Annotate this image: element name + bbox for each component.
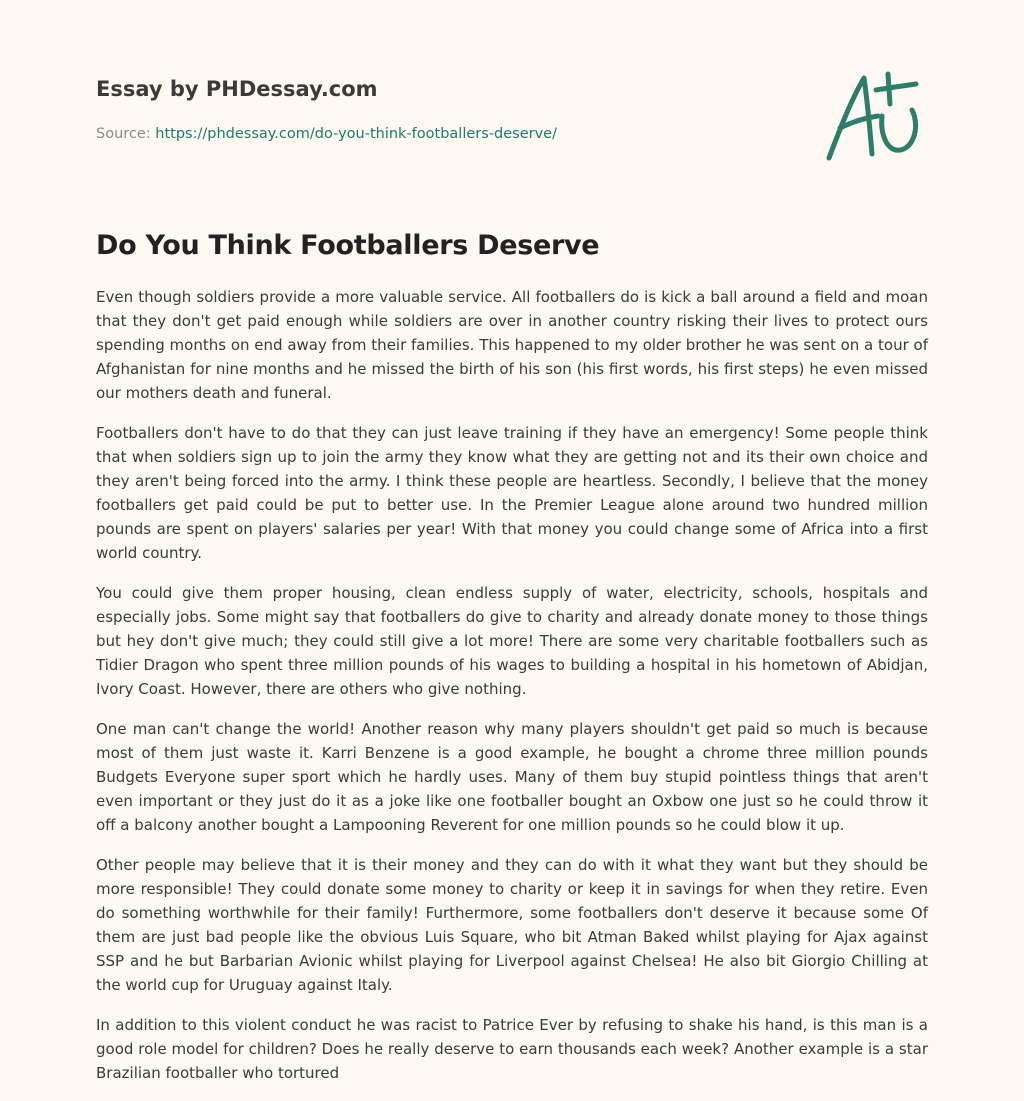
source-label: Source: xyxy=(96,126,156,142)
a-plus-logo-icon xyxy=(820,66,930,166)
source-line xyxy=(96,124,928,144)
essay-paragraph-6: In addition to this violent conduct he was racist to Patrice Ever by refusing to shake his hand, is this man is a good role model for children? Does he really deserve to earn thousands each week? Another example is a star Brazilian footballer who tortured xyxy=(96,1016,928,1082)
essay-paragraph-1: Even though soldiers provide a more valuable service. All footballers do is kick a ball around a field and moan that they don't get paid enough while soldiers are over in another country risking their lives to protect ours spending months on end away from their families. This happened to my older brother he was sent on a tour of Afghanistan for nine months and he missed the birth of his son (his first words, his first steps) he even missed our mothers death and funeral. xyxy=(96,288,928,402)
essay-title: Do You Think Footballers Deserve xyxy=(96,230,600,261)
essay-paragraph-5: Other people may believe that it is their money and they can do with it what they want but they should be more responsible! They could donate some money to charity or keep it in savings for when they retire. Even do something worthwhile for their family! Furthermore, some footballers don't deserve it because some Of them are just bad people like the obvious Luis Square, who bit Atman Baked whilst playing for Ajax against SSP and he but Barbarian Avionic whilst playing for Liverpool against Chelsea! He also bit Giorgio Chilling at the world cup for Uruguay against Italy. xyxy=(96,856,928,994)
source-link[interactable]: https://phdessay.com/do-you-think-footballers-deserve/ xyxy=(155,126,557,142)
brand-title: Essay by PHDessay.com xyxy=(96,77,378,101)
essay-paragraph-3: You could give them proper housing, clean endless supply of water, electricity, schools, hospitals and especially jobs. Some might say that footballers do give to charity and already donate money to those things but hey don't give much; they could still give a lot more! There are some very charitable footballers such as Tidier Dragon who spent three million pounds of his wages to building a hospital in his hometown of Abidjan, Ivory Coast. However, there are others who give nothing. xyxy=(96,584,928,698)
essay-paragraph-4: One man can't change the world! Another reason why many players shouldn't get paid so much is because most of them just waste it. Karri Benzene is a good example, he bought a chrome three million pounds Budgets Everyone super sport which he hardly uses. Many of them buy stupid pointless things that aren't even important or they just do it as a joke like one footballer bought an Oxbow one just so he could throw it off a balcony another bought a Lampooning Reverent for one million pounds so he could blow it up. xyxy=(96,720,928,834)
essay-body xyxy=(96,285,928,1101)
page-header xyxy=(96,74,928,144)
essay-paragraph-2: Footballers don't have to do that they can just leave training if they have an emergency! Some people think that when soldiers sign up to join the army they know what they are getting not and its their own choice and they aren't being forced into the army. I think these people are heartless. Secondly, I believe that the money footballers get paid could be put to better use. In the Premier League alone around two hundred million pounds are spent on players' salaries per year! With that money you could change some of Africa into a first world country. xyxy=(96,424,928,562)
